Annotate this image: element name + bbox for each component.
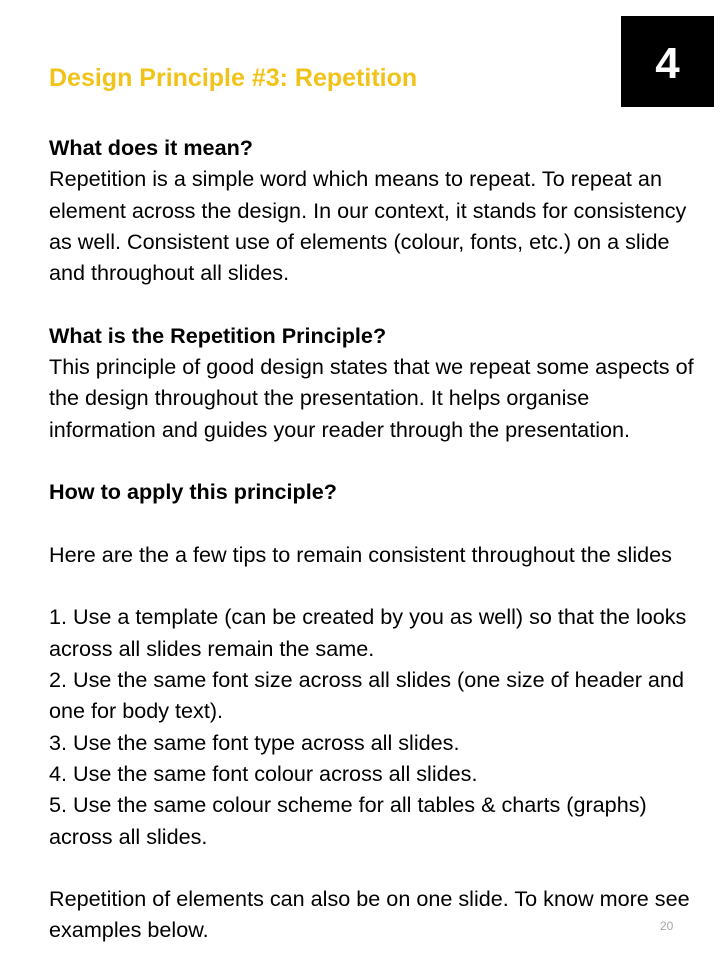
- tip-item: 4. Use the same font colour across all slides.: [49, 760, 478, 786]
- slide-title: Design Principle #3: Repetition: [49, 64, 418, 92]
- paragraph-spacer: [49, 570, 699, 601]
- section-body-principle: This principle of good design states that we repeat some aspects of the design throughout the presentation. It helps organise information and guides your reader through the presentation.: [49, 354, 694, 442]
- section-heading-principle: What is the Repetition Principle?: [49, 322, 387, 348]
- closing-text: Repetition of elements can also be on one slide. To know more see examples below.: [49, 886, 690, 943]
- paragraph-spacer: [49, 445, 699, 476]
- slide-content: [49, 132, 699, 946]
- tip-item: 2. Use the same font size across all slides (one size of header and one for body text).: [49, 667, 684, 724]
- tips-list: [49, 601, 699, 851]
- section-body-meaning: Repetition is a simple word which means to repeat. To repeat an element across the design. In our context, it stands for consistency as well. Consistent use of elements (colour, fonts, etc.) on a slide and throughout all slides.: [49, 166, 687, 286]
- paragraph-spacer: [49, 852, 699, 883]
- paragraph-spacer: [49, 288, 699, 319]
- tip-item: 5. Use the same colour scheme for all tables & charts (graphs) across all slides.: [49, 792, 647, 849]
- page-number: 20: [660, 919, 674, 933]
- tip-item: 3. Use the same font type across all slides.: [49, 729, 460, 755]
- paragraph-spacer: [49, 508, 699, 539]
- section-heading-meaning: What does it mean?: [49, 135, 253, 160]
- slide-number-badge: 4: [621, 16, 714, 107]
- tips-intro: Here are the a few tips to remain consistent throughout the slides: [49, 541, 672, 567]
- tip-item: 1. Use a template (can be created by you as well) so that the looks across all slides remain the same.: [49, 604, 687, 661]
- section-heading-apply: How to apply this principle?: [49, 479, 337, 505]
